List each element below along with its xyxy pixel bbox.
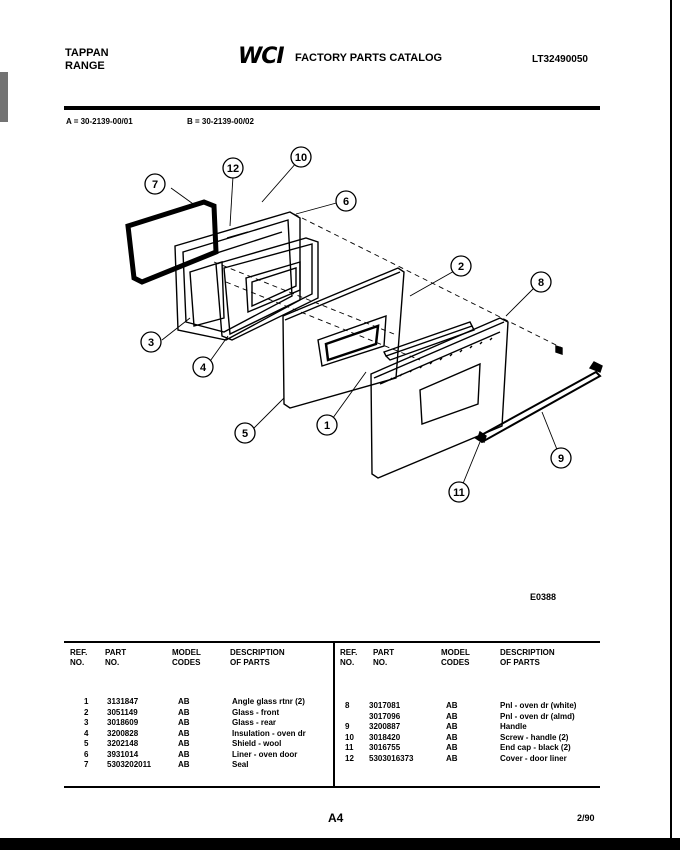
seal-part	[128, 202, 216, 282]
ref-cell: 2	[84, 707, 89, 717]
part-cell: 3017096	[369, 711, 401, 721]
desc-cell: Handle	[500, 722, 527, 731]
table-row	[335, 733, 600, 744]
table-row	[64, 697, 332, 708]
part-header	[105, 648, 126, 668]
desc-header-right	[500, 648, 555, 668]
part-header-right-line2: NO.	[373, 658, 388, 667]
callout-3: 3	[147, 337, 155, 349]
ref-header-right-line2: NO.	[340, 658, 355, 667]
parts-table-right	[335, 701, 600, 764]
brand-name: TAPPAN	[65, 47, 109, 59]
table-row	[335, 712, 600, 723]
model-header-right	[441, 648, 470, 668]
model-a-label: A = 30-2139-00/01	[66, 117, 133, 126]
table-row	[335, 743, 600, 754]
brand-block	[65, 47, 109, 73]
diagram-code: E0388	[530, 592, 557, 602]
desc-cell: End cap - black (2)	[500, 743, 571, 752]
callout-11: 11	[453, 487, 465, 499]
ref-header-line1: REF.	[70, 648, 88, 657]
header-rule	[64, 106, 600, 110]
model-cell: AB	[178, 749, 190, 759]
desc-header-right-line2: OF PARTS	[500, 658, 540, 667]
catalog-title: FACTORY PARTS CATALOG	[295, 52, 443, 64]
callout-10: 10	[294, 152, 308, 164]
part-cell: 3202148	[107, 739, 139, 748]
inner-door-panel-part	[283, 268, 404, 408]
part-cell: 3017081	[369, 701, 401, 710]
part-header-line2: NO.	[105, 658, 120, 667]
model-cell: AB	[178, 728, 190, 738]
desc-cell: Shield - wool	[232, 739, 282, 748]
part-cell: 5303016373	[369, 753, 414, 763]
desc-cell: Insulation - oven dr	[232, 728, 306, 738]
part-cell: 5303202011	[107, 760, 152, 769]
part-cell: 3931014	[107, 749, 139, 759]
desc-cell: Seal	[232, 760, 249, 769]
desc-cell: Screw - handle (2)	[500, 732, 569, 742]
ref-header-line2: NO.	[70, 658, 85, 667]
callout-1: 1	[323, 420, 331, 432]
ref-cell: 1	[84, 697, 89, 706]
ref-cell: 3	[84, 718, 89, 727]
model-cell: AB	[178, 739, 190, 748]
desc-cell: Liner - oven door	[232, 749, 298, 759]
part-header-right-line1: PART	[373, 648, 395, 657]
parts-table-left	[64, 697, 332, 771]
catalog-number: LT32490050	[532, 54, 588, 65]
model-cell: AB	[178, 760, 190, 769]
table-bottom-rule	[64, 786, 600, 788]
product-type: RANGE	[65, 60, 105, 72]
part-cell: 3018609	[107, 718, 139, 727]
desc-header-right-line1: DESCRIPTION	[500, 648, 555, 657]
part-cell: 3018420	[369, 732, 401, 742]
callout-12: 12	[226, 163, 240, 175]
ref-header-right-line1: REF.	[340, 648, 358, 657]
handle-part	[476, 346, 602, 442]
desc-header-line1: DESCRIPTION	[230, 648, 285, 657]
callout-7: 7	[151, 179, 159, 191]
scan-artifact	[0, 72, 8, 122]
model-cell: AB	[178, 718, 190, 727]
table-row	[64, 718, 332, 729]
table-top-rule	[64, 641, 600, 643]
desc-cell: Angle glass rtnr (2)	[232, 697, 305, 706]
table-row	[64, 750, 332, 761]
desc-cell: Pnl - oven dr (white)	[500, 701, 577, 710]
callout-8: 8	[537, 277, 545, 289]
ref-cell: 4	[84, 728, 89, 738]
model-header-right-line2: CODES	[441, 658, 470, 667]
ref-cell: 12	[345, 753, 354, 763]
ref-cell: 5	[84, 739, 89, 748]
page-edge	[670, 0, 672, 850]
model-cell: AB	[178, 697, 190, 706]
desc-cell: Cover - door liner	[500, 753, 567, 763]
table-row	[335, 701, 600, 712]
door-liner-part	[175, 212, 300, 340]
callout-2: 2	[457, 261, 465, 273]
part-cell: 3200887	[369, 722, 401, 731]
model-cell: AB	[446, 711, 458, 721]
exploded-door-diagram	[120, 140, 620, 510]
page-bottom-edge	[0, 838, 680, 850]
ref-cell: 9	[345, 722, 350, 731]
table-row	[64, 729, 332, 740]
desc-header	[230, 648, 285, 668]
callout-9: 9	[557, 453, 565, 465]
model-cell: AB	[446, 743, 458, 752]
table-row	[64, 760, 332, 771]
callout-4: 4	[199, 362, 207, 374]
callout-5: 5	[241, 428, 249, 440]
part-cell: 3016755	[369, 743, 401, 752]
desc-cell: Pnl - oven dr (almd)	[500, 711, 575, 721]
model-b-label: B = 30-2139-00/02	[187, 117, 254, 126]
model-cell: AB	[178, 707, 190, 717]
table-row	[335, 754, 600, 765]
part-cell: 3051149	[107, 707, 138, 717]
outer-door-panel-part	[371, 318, 508, 478]
part-header-line1: PART	[105, 648, 127, 657]
model-cell: AB	[446, 732, 458, 742]
ref-cell: 6	[84, 749, 89, 759]
model-header-right-line1: MODEL	[441, 648, 470, 657]
part-cell: 3131847	[107, 697, 139, 706]
ref-header	[70, 648, 87, 668]
ref-header-right	[340, 648, 357, 668]
part-cell: 3200828	[107, 728, 139, 738]
wci-logo: WCI	[238, 44, 284, 69]
page-number: A4	[328, 811, 344, 825]
ref-cell: 10	[345, 732, 354, 742]
model-cell: AB	[446, 753, 458, 763]
model-header-line1: MODEL	[172, 648, 201, 657]
ref-cell: 7	[84, 760, 89, 769]
model-cell: AB	[446, 701, 458, 710]
table-row	[64, 708, 332, 719]
revision-date: 2/90	[577, 813, 595, 823]
ref-cell: 11	[345, 743, 354, 752]
insulation-part	[216, 238, 318, 340]
callout-6: 6	[342, 196, 350, 208]
ref-cell: 8	[345, 701, 350, 710]
desc-cell: Glass - rear	[232, 718, 277, 727]
table-row	[64, 739, 332, 750]
table-row	[335, 722, 600, 733]
desc-header-line2: OF PARTS	[230, 658, 270, 667]
model-header-line2: CODES	[172, 658, 201, 667]
model-cell: AB	[446, 722, 458, 731]
assembly-lines	[214, 214, 562, 360]
desc-cell: Glass - front	[232, 707, 280, 717]
part-header-right	[373, 648, 394, 668]
model-header	[172, 648, 201, 668]
